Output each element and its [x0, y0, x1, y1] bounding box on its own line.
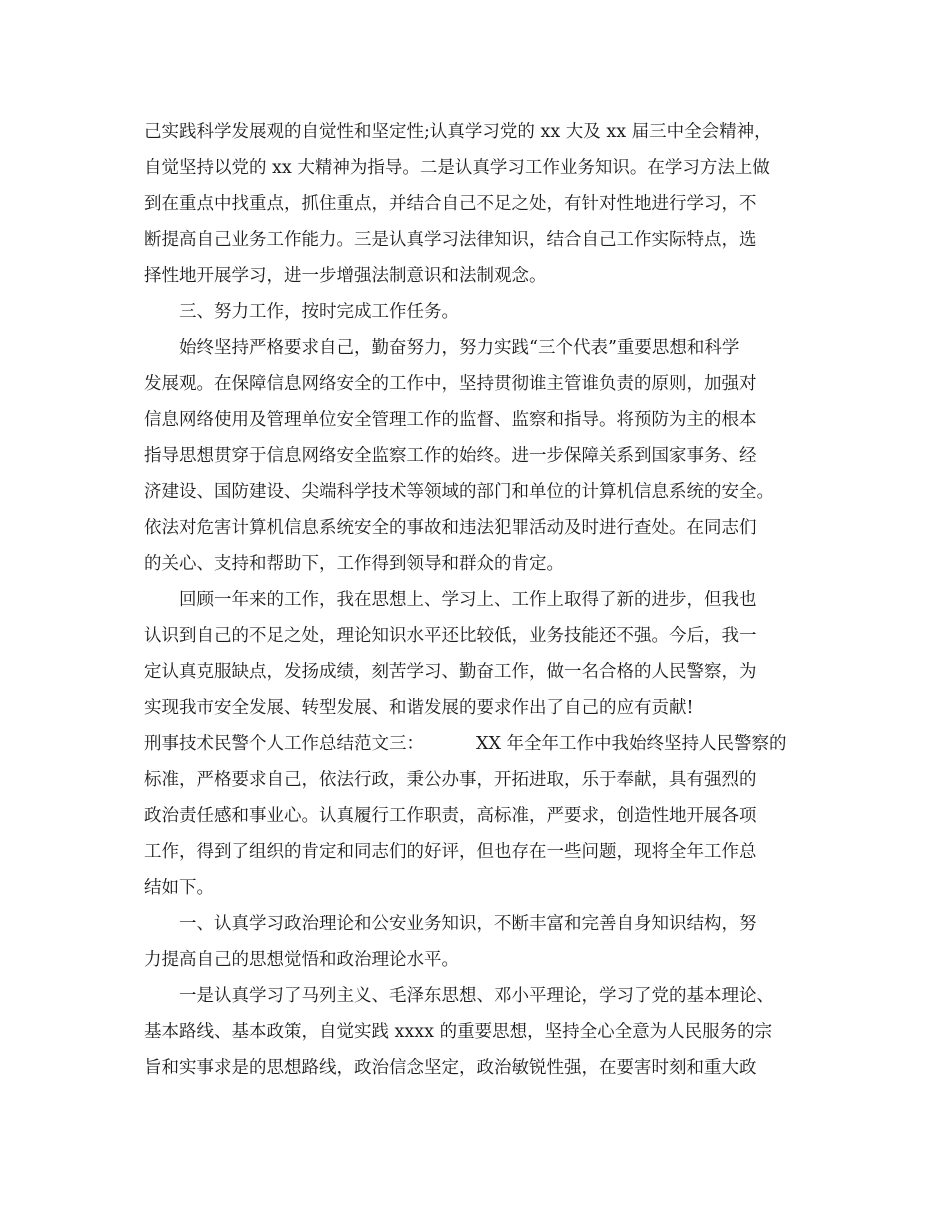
- text-line: 基本路线、基本政策，自觉实践 xxxx 的重要思想，坚持全心全意为人民服务的宗: [144, 1022, 773, 1042]
- section-heading: 一、认真学习政治理论和公安业务知识，不断丰富和完善自身知识结构，努: [179, 914, 757, 934]
- article-intro: XX 年全年工作中我始终坚持人民警察的: [476, 734, 787, 754]
- text-line: 己实践科学发展观的自觉性和坚定性;认真学习党的 xx 大及 xx 届三中全会精神，: [144, 122, 772, 142]
- article-title-line: [144, 733, 804, 755]
- text-line: 旨和实事求是的思想路线，政治信念坚定，政治敏锐性强，在要害时刻和重大政: [144, 1058, 757, 1078]
- text-line: 到在重点中找重点，抓住重点，并结合自己不足之处，有针对性地进行学习，不: [144, 194, 757, 214]
- text-line: 择性地开展学习，进一步增强法制意识和法制观念。: [144, 266, 547, 286]
- text-line: 结如下。: [144, 878, 214, 898]
- text-line: 断提高自己业务工作能力。三是认真学习法律知识，结合自己工作实际特点，选: [144, 230, 757, 250]
- text-line: 力提高自己的思想觉悟和政治理论水平。: [144, 950, 459, 970]
- text-line: 始终坚持严格要求自己，勤奋努力，努力实践“三个代表”重要思想和科学: [179, 338, 740, 358]
- text-line: 指导思想贯穿于信息网络安全监察工作的始终。进一步保障关系到国家事务、经: [144, 446, 757, 466]
- text-line: 依法对危害计算机信息系统安全的事故和违法犯罪活动及时进行查处。在同志们: [144, 518, 757, 538]
- text-line: 发展观。在保障信息网络安全的工作中，坚持贯彻谁主管谁负责的原则，加强对: [144, 374, 757, 394]
- text-line: 政治责任感和事业心。认真履行工作职责，高标准，严要求，创造性地开展各项: [144, 806, 757, 826]
- text-line: 标准，严格要求自己，依法行政，秉公办事，开拓进取，乐于奉献，具有强烈的: [144, 770, 757, 790]
- text-line: 的关心、支持和帮助下，工作得到领导和群众的肯定。: [144, 554, 564, 574]
- text-line: 信息网络使用及管理单位安全管理工作的监督、监察和指导。将预防为主的根本: [144, 410, 757, 430]
- text-line: 定认真克服缺点，发扬成绩，刻苦学习、勤奋工作，做一名合格的人民警察，为: [144, 662, 757, 682]
- text-line: 自觉坚持以党的 xx 大精神为指导。二是认真学习工作业务知识。在学习方法上做: [144, 158, 770, 178]
- text-line: 实现我市安全发展、转型发展、和谐发展的要求作出了自己的应有贡献!: [144, 698, 694, 718]
- text-line: 一是认真学习了马列主义、毛泽东思想、邓小平理论，学习了党的基本理论、: [179, 986, 774, 1006]
- text-line: 济建设、国防建设、尖端科学技术等领域的部门和单位的计算机信息系统的安全。: [144, 482, 774, 502]
- section-heading: 三、努力工作，按时完成工作任务。: [179, 302, 459, 322]
- article-title: 刑事技术民警个人工作总结范文三：: [144, 734, 424, 754]
- text-line: 认识到自己的不足之处，理论知识水平还比较低，业务技能还不强。今后，我一: [144, 626, 757, 646]
- text-line: 回顾一年来的工作，我在思想上、学习上、工作上取得了新的进步，但我也: [179, 590, 757, 610]
- text-line: 工作，得到了组织的肯定和同志们的好评，但也存在一些问题，现将全年工作总: [144, 842, 757, 862]
